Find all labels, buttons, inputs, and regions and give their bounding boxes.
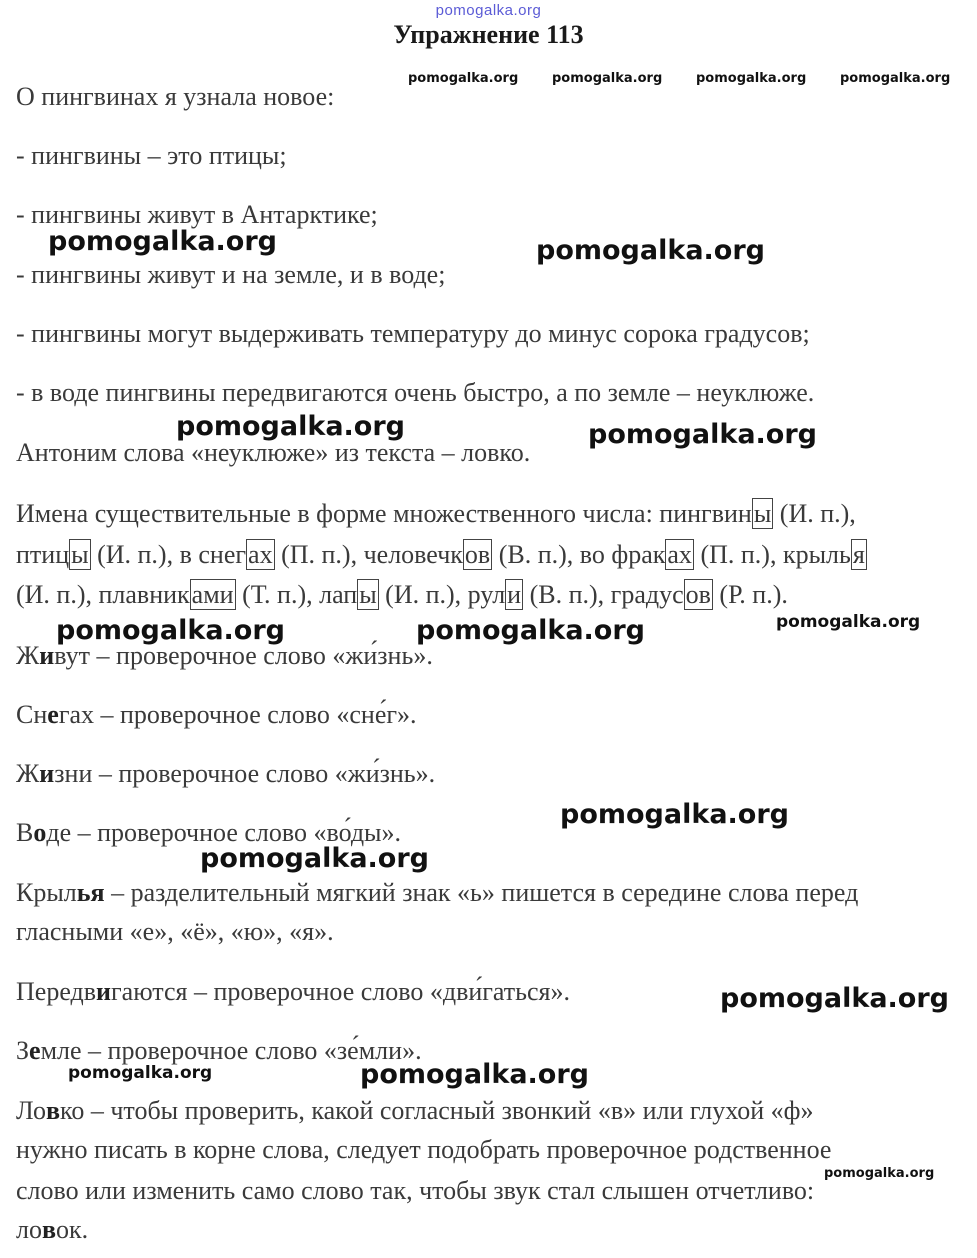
watermark-text: pomogalka.org	[360, 1059, 589, 1090]
watermark-text: pomogalka.org	[200, 843, 429, 874]
ending-box: и	[507, 580, 522, 609]
text-segment: зни – проверочное слово «жи́знь».	[54, 759, 436, 788]
text-segment: (И. п.), рул	[378, 580, 506, 609]
lovko-line-3: слово или изменить само слово так, чтобы звук стал слышен отчетливо:	[16, 1176, 815, 1205]
text-segment: (В. п.), градус	[523, 580, 684, 609]
ending-box: ах	[248, 540, 273, 569]
text-segment: ко – чтобы проверить, какой согласный звонкий «в» или глухой «ф»	[60, 1096, 814, 1125]
ending-box: ами	[191, 580, 234, 609]
highlight-letter: е	[47, 700, 59, 729]
text-segment: – разделительный мягкий знак «ь» пишется в середине слова перед	[104, 878, 859, 907]
highlight-letter: о	[33, 818, 47, 847]
watermark-text: pomogalka.org	[552, 71, 663, 86]
fact-line-1: - пингвины – это птицы;	[16, 141, 287, 170]
text-segment: Имена существительные в форме множественного числа: пингвин	[16, 499, 752, 528]
text-segment: Передв	[16, 977, 97, 1006]
text-segment: Ло	[16, 1096, 46, 1125]
highlight-letter: в	[41, 1215, 57, 1244]
intro-text: О пингвинах я узнала новое:	[16, 82, 335, 111]
watermark-text: pomogalka.org	[840, 71, 951, 86]
check-line-zhizni	[16, 759, 435, 789]
highlight-letter: е	[29, 1036, 41, 1065]
text-segment: ло	[16, 1215, 42, 1244]
ending-box: ы	[359, 580, 377, 609]
text-segment: Сн	[16, 700, 48, 729]
text-segment: (П. п.), человечк	[274, 540, 463, 569]
watermark-text: pomogalka.org	[48, 226, 277, 257]
watermark-text: pomogalka.org	[776, 612, 921, 632]
text-segment: Ж	[16, 759, 40, 788]
watermark-text: pomogalka.org	[720, 983, 949, 1014]
text-segment: Крыл	[16, 878, 77, 907]
text-segment: (Р. п.).	[712, 580, 788, 609]
fact-line-4: - пингвины могут выдерживать температуру до минус сорока градусов;	[16, 319, 810, 348]
highlight-letter: в	[46, 1096, 61, 1125]
lovko-line-2: нужно писать в корне слова, следует подобрать проверочное родственное	[16, 1135, 832, 1164]
text-segment: гаются – проверочное слово «дви́гаться».	[111, 977, 571, 1006]
lovko-line-4	[16, 1215, 88, 1245]
antonym-line: Антоним слова «неуклюже» из текста – ловко.	[16, 438, 531, 467]
watermark-text: pomogalka.org	[696, 71, 807, 86]
exercise-title: Упражнение 113	[393, 20, 584, 49]
wings-line-2: гласными «е», «ё», «ю», «я».	[16, 917, 334, 946]
lovko-line-1	[16, 1096, 814, 1126]
text-segment: (И. п.), в снег	[90, 540, 247, 569]
text-segment: (Т. п.), лап	[235, 580, 358, 609]
plural-nouns-line-2	[16, 540, 867, 570]
watermark-text: pomogalka.org	[824, 1166, 935, 1181]
watermark-text: pomogalka.org	[176, 411, 405, 442]
plural-nouns-line-3	[16, 580, 788, 610]
text-segment: З	[16, 1036, 30, 1065]
text-segment: гах – проверочное слово «сне́г».	[58, 700, 417, 729]
highlight-letter: и	[39, 641, 55, 670]
text-segment: ок.	[56, 1215, 89, 1244]
text-segment: (П. п.), крыль	[693, 540, 851, 569]
watermark-text: pomogalka.org	[536, 235, 765, 266]
check-line-peredvigayutsya	[16, 977, 570, 1007]
ending-box: ы	[753, 499, 772, 528]
watermark-text: pomogalka.org	[560, 799, 789, 830]
highlight-letter: и	[39, 759, 55, 788]
watermark-text: pomogalka.org	[416, 615, 645, 646]
text-segment: мле – проверочное слово «зе́мли».	[40, 1036, 422, 1065]
text-segment: вут – проверочное слово «жи́знь».	[54, 641, 433, 670]
site-header-link[interactable]: pomogalka.org	[435, 2, 542, 19]
text-segment: птиц	[16, 540, 70, 569]
fact-line-2: - пингвины живут в Антарктике;	[16, 200, 378, 229]
highlight-letter: и	[96, 977, 112, 1006]
text-segment: Ж	[16, 641, 40, 670]
watermark-text: pomogalka.org	[408, 71, 519, 86]
text-segment: (И. п.), плавник	[16, 580, 190, 609]
highlight-letter: ья	[76, 878, 105, 907]
plural-nouns-line-1	[16, 499, 856, 529]
watermark-text: pomogalka.org	[68, 1063, 213, 1083]
text-segment: В	[16, 818, 34, 847]
fact-line-3: - пингвины живут и на земле, и в воде;	[16, 260, 446, 289]
wings-line-1	[16, 878, 858, 908]
ending-box: ы	[71, 540, 89, 569]
fact-line-5: - в воде пингвины передвигаются очень быстро, а по земле – неуклюже.	[16, 378, 815, 407]
ending-box: я	[852, 540, 865, 569]
ending-box: ов	[464, 540, 491, 569]
text-segment: (И. п.),	[773, 499, 856, 528]
watermark-text: pomogalka.org	[56, 615, 285, 646]
ending-box: ах	[667, 540, 692, 569]
text-segment: (В. п.), во фрак	[492, 540, 666, 569]
ending-box: ов	[685, 580, 711, 609]
watermark-text: pomogalka.org	[588, 419, 817, 450]
text-segment: де – проверочное слово «во́ды».	[46, 818, 402, 847]
check-line-snegakh	[16, 700, 417, 730]
